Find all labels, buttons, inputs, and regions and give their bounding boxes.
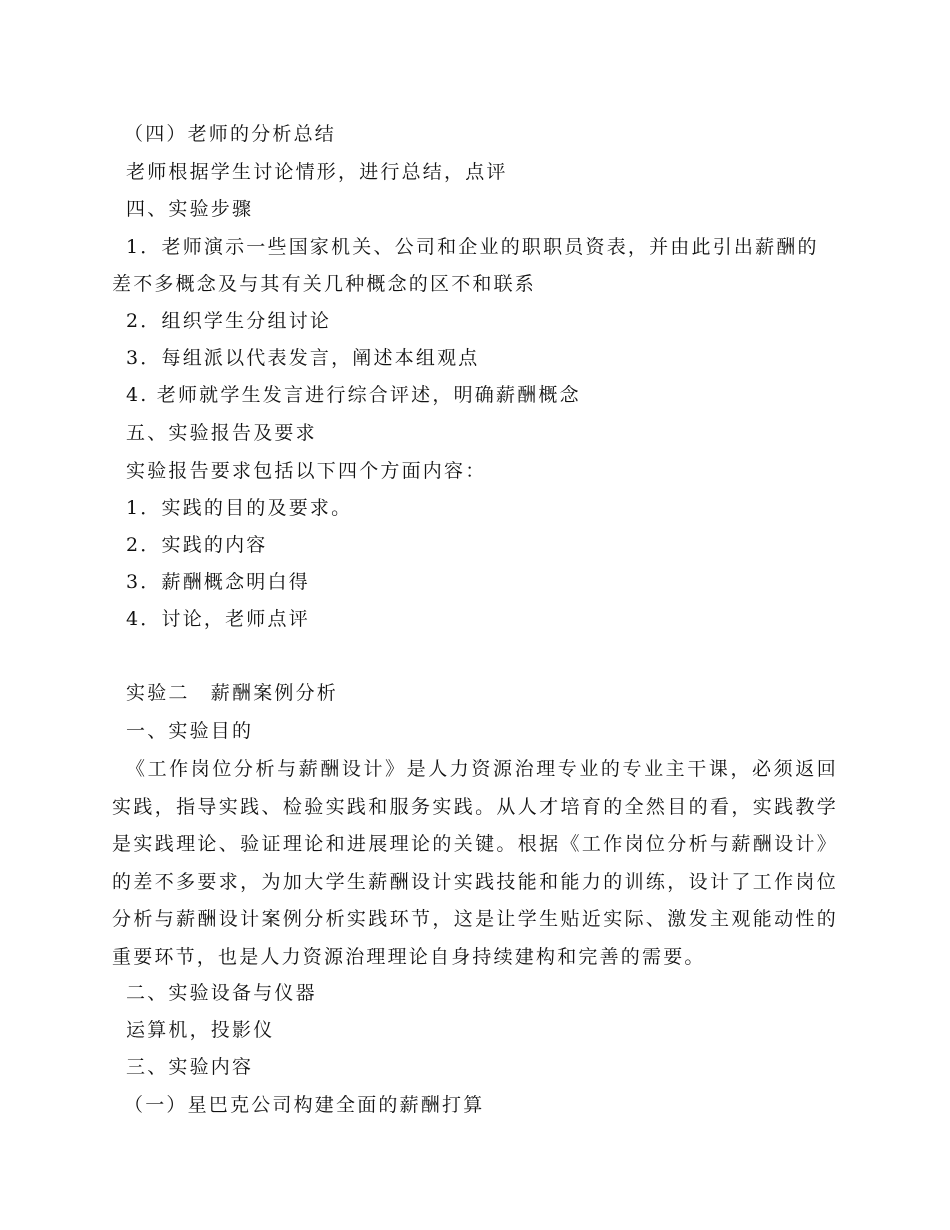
step-item: 1．老师演示一些国家机关、公司和企业的职职员资表，并由此引出薪酬的: [126, 236, 819, 258]
heading-experiment-content: 三、实验内容: [126, 1056, 254, 1078]
list-item: 1．实践的目的及要求。: [126, 497, 353, 519]
list-item: 4．讨论，老师点评: [126, 608, 310, 630]
text-line: 老师根据学生讨论情形，进行总结，点评: [126, 161, 508, 183]
list-item: 3．薪酬概念明白得: [126, 571, 310, 593]
body-paragraph: 《工作岗位分析与薪酬设计》是人力资源治理专业的专业主干课，必须返回实践，指导实践、检验实践和服务实践。从人才培育的全然目的看，实践教学是实践理论、验证理论和进展理论的关键。根据《工作岗位分析与薪酬设计》的差不多要求，为加大学生薪酬设计实践技能和能力的训练，设计了工作岗位分析与薪酬设计案例分析实践环节，这是让学生贴近实际、激发主观能动性的重要环节，也是人力资源治理理论自身持续建构和完善的需要。: [112, 758, 838, 968]
step-item: 4. 老师就学生发言进行综合评述，明确薪酬概念: [126, 384, 581, 406]
heading-experiment-purpose: 一、实验目的: [126, 720, 254, 742]
heading-equipment: 二、实验设备与仪器: [126, 982, 317, 1004]
list-item: 2．实践的内容: [126, 534, 268, 556]
step-item: 3．每组派以代表发言，阐述本组观点: [126, 347, 480, 369]
heading-starbucks: （一）星巴克公司构建全面的薪酬打算: [124, 1094, 485, 1116]
step-item-continuation: 差不多概念及与其有关几种概念的区不和联系: [112, 273, 537, 295]
step-item: 2．组织学生分组讨论: [126, 310, 332, 332]
text-line: 实验报告要求包括以下四个方面内容：: [126, 460, 487, 482]
section-title-experiment-two: 实验二 薪酬案例分析: [126, 682, 339, 704]
text-line: 运算机，投影仪: [126, 1019, 275, 1041]
heading-experiment-steps: 四、实验步骤: [126, 198, 254, 220]
heading-teacher-summary: （四）老师的分析总结: [124, 123, 337, 145]
heading-report-requirements: 五、实验报告及要求: [126, 422, 317, 444]
